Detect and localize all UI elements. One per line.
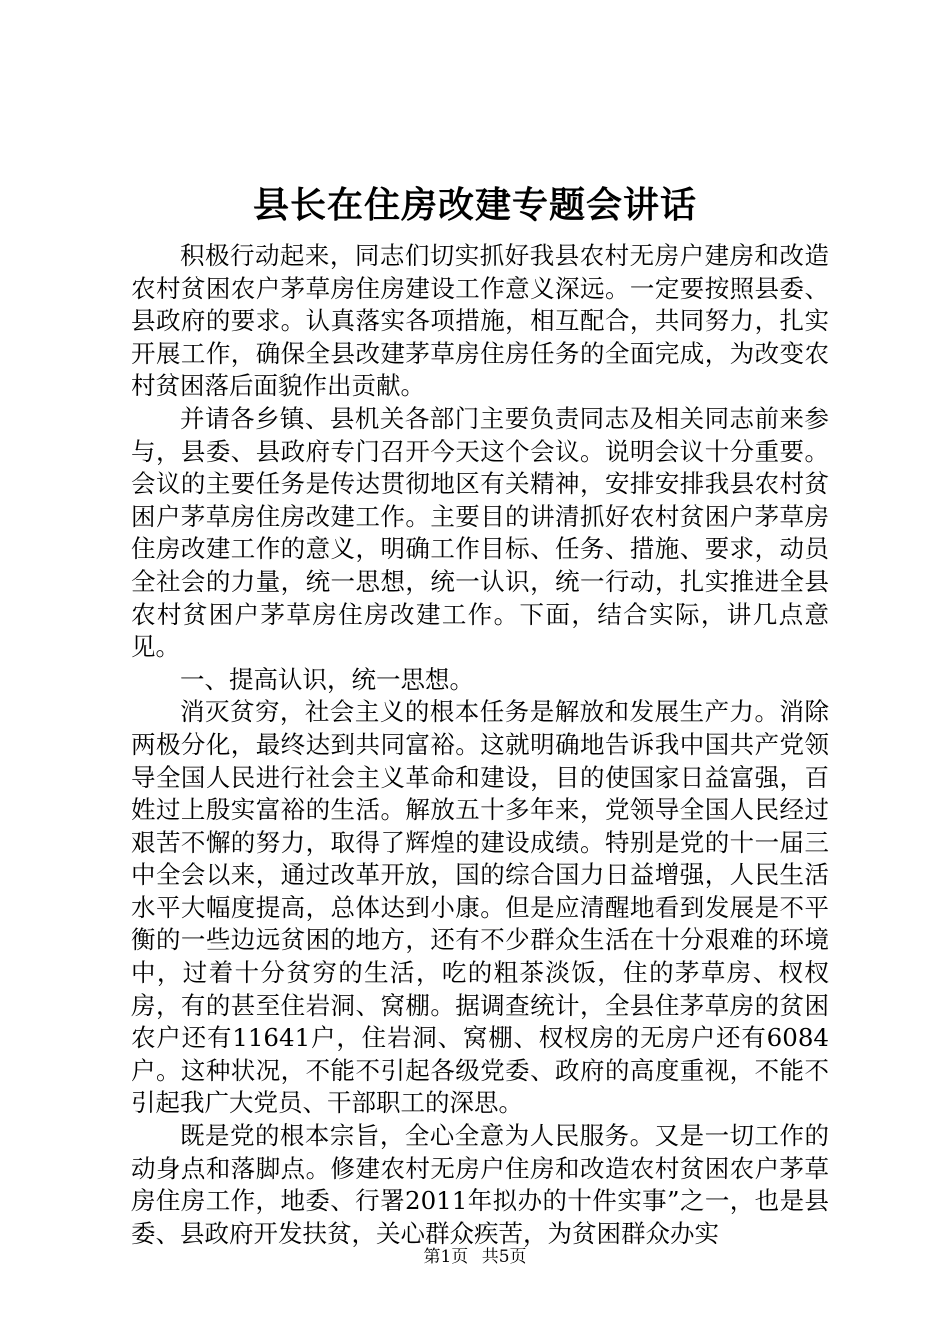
page-number: 第1页 <box>423 1247 469 1267</box>
paragraph: 既是党的根本宗旨，全心全意为人民服务。又是一切工作的动身点和落脚点。修建农村无房户住房和改造农村贫困农户茅草房住房工作，地委、行署2011年拟办的十件实事”之一，也是县委、县政府开发扶贫，关心群众疾苦，为贫困群众办实 <box>131 1121 829 1248</box>
paragraph: 并请各乡镇、县机关各部门主要负责同志及相关同志前来参与，县委、县政府专门召开今天这个会议。说明会议十分重要。会议的主要任务是传达贯彻地区有关精神，安排安排我县农村贫困户茅草房住房改建工作。主要目的讲清抓好农村贫困户茅草房住房改建工作的意义，明确工作目标、任务、措施、要求，动员全社会的力量，统一思想，统一认识，统一行动，扎实推进全县农村贫困户茅草房住房改建工作。下面，结合实际，讲几点意见。 <box>131 403 829 662</box>
paragraph: 消灭贫穷，社会主义的根本任务是解放和发展生产力。消除两极分化，最终达到共同富裕。这就明确地告诉我中国共产党领导全国人民进行社会主义革命和建设，目的使国家日益富强，百姓过上殷实富裕的生活。解放五十多年来，党领导全国人民经过艰苦不懈的努力，取得了辉煌的建设成绩。特别是党的十一届三中全会以来，通过改革开放，国的综合国力日益增强，人民生活水平大幅度提高，总体达到小康。但是应清醒地看到发展是不平衡的一些边远贫困的地方，还有不少群众生活在十分艰难的环境中，过着十分贫穷的生活，吃的粗茶淡饭，住的茅草房、杈杈房，有的甚至住岩洞、窝棚。据调查统计，全县住茅草房的贫困农户还有11641户，住岩洞、窝棚、杈杈房的无房户还有6084户。这种状况，不能不引起各级党委、政府的高度重视，不能不引起我广大党员、干部职工的深思。 <box>131 697 829 1118</box>
page-footer <box>0 1246 950 1268</box>
section-heading: 一、提高认识，统一思想。 <box>180 664 474 694</box>
document-body <box>131 240 829 1250</box>
document-title: 县长在住房改建专题会讲话 <box>252 184 697 226</box>
paragraph: 积极行动起来，同志们切实抓好我县农村无房户建房和改造农村贫困农户茅草房住房建设工作意义深远。一定要按照县委、县政府的要求。认真落实各项措施，相互配合，共同努力，扎实开展工作，确保全县改建茅草房住房任务的全面完成，为改变农村贫困落后面貌作出贡献。 <box>131 241 829 401</box>
page-total: 共5页 <box>481 1247 527 1267</box>
